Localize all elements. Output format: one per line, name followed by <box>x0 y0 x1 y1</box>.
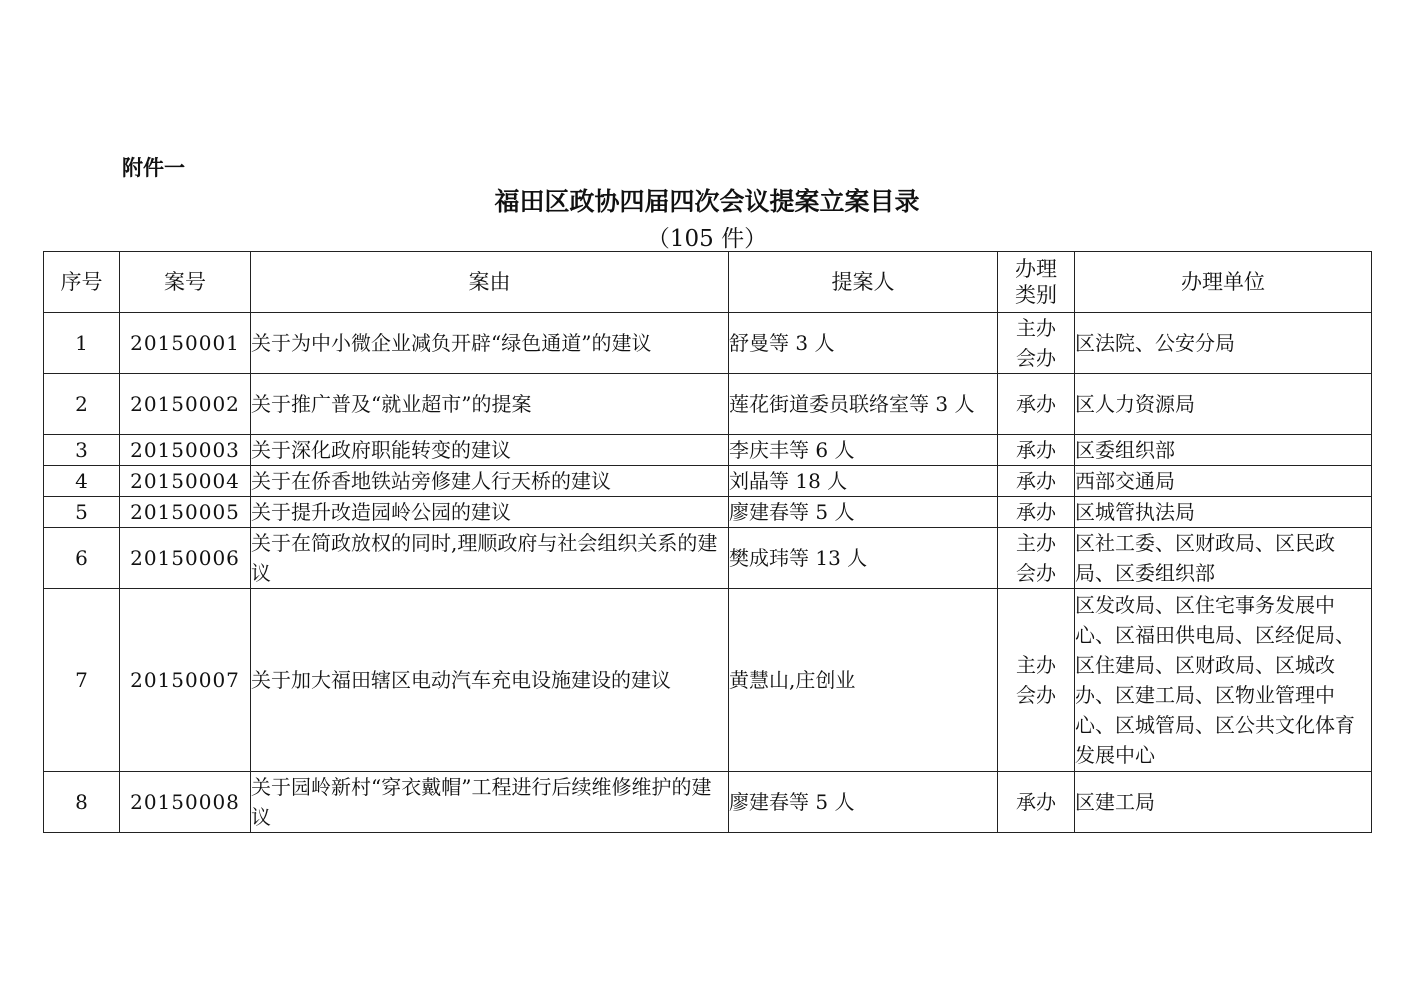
cell-type: 承办 <box>998 497 1075 528</box>
cell-proposer: 廖建春等 5 人 <box>729 772 998 833</box>
cell-no: 7 <box>44 589 120 772</box>
cell-proposer: 舒曼等 3 人 <box>729 313 998 374</box>
cell-units: 区法院、公安分局 <box>1075 313 1372 374</box>
header-no: 序号 <box>44 252 120 313</box>
cell-case-no: 20150002 <box>120 374 251 435</box>
header-units: 办理单位 <box>1075 252 1372 313</box>
cell-case-no: 20150008 <box>120 772 251 833</box>
cell-units: 区发改局、区住宅事务发展中心、区福田供电局、区经促局、区住建局、区财政局、区城改办、区建工局、区物业管理中心、区城管局、区公共文化体育发展中心 <box>1075 589 1372 772</box>
header-type: 办理类别 <box>998 252 1075 313</box>
cell-no: 4 <box>44 466 120 497</box>
cell-type: 承办 <box>998 466 1075 497</box>
header-proposer: 提案人 <box>729 252 998 313</box>
cell-proposer: 樊成玮等 13 人 <box>729 528 998 589</box>
header-subject: 案由 <box>251 252 729 313</box>
cell-subject: 关于在侨香地铁站旁修建人行天桥的建议 <box>251 466 729 497</box>
cell-type: 主办会办 <box>998 313 1075 374</box>
cell-units: 区社工委、区财政局、区民政局、区委组织部 <box>1075 528 1372 589</box>
cell-no: 3 <box>44 435 120 466</box>
cell-type: 承办 <box>998 374 1075 435</box>
cell-no: 8 <box>44 772 120 833</box>
table-row <box>44 466 1372 497</box>
attachment-label: 附件一 <box>122 156 185 180</box>
cell-subject: 关于在简政放权的同时,理顺政府与社会组织关系的建议 <box>251 528 729 589</box>
document-title: 福田区政协四届四次会议提案立案目录 <box>494 187 920 216</box>
table-row <box>44 589 1372 772</box>
cell-proposer: 李庆丰等 6 人 <box>729 435 998 466</box>
cell-type: 承办 <box>998 435 1075 466</box>
cell-subject: 关于深化政府职能转变的建议 <box>251 435 729 466</box>
cell-no: 1 <box>44 313 120 374</box>
cell-case-no: 20150006 <box>120 528 251 589</box>
table-row <box>44 435 1372 466</box>
cell-units: 区委组织部 <box>1075 435 1372 466</box>
cell-proposer: 廖建春等 5 人 <box>729 497 998 528</box>
cell-no: 6 <box>44 528 120 589</box>
cell-subject: 关于为中小微企业减负开辟“绿色通道”的建议 <box>251 313 729 374</box>
cell-subject: 关于加大福田辖区电动汽车充电设施建设的建议 <box>251 589 729 772</box>
cell-subject: 关于推广普及“就业超市”的提案 <box>251 374 729 435</box>
cell-case-no: 20150005 <box>120 497 251 528</box>
table-row <box>44 772 1372 833</box>
cell-proposer: 莲花街道委员联络室等 3 人 <box>729 374 998 435</box>
cell-subject: 关于园岭新村“穿衣戴帽”工程进行后续维修维护的建议 <box>251 772 729 833</box>
cell-type: 主办会办 <box>998 528 1075 589</box>
header-case-no: 案号 <box>120 252 251 313</box>
cell-no: 2 <box>44 374 120 435</box>
cell-proposer: 刘晶等 18 人 <box>729 466 998 497</box>
proposal-table <box>43 251 1372 833</box>
cell-proposer: 黄慧山,庄创业 <box>729 589 998 772</box>
table-row <box>44 528 1372 589</box>
cell-no: 5 <box>44 497 120 528</box>
cell-units: 区城管执法局 <box>1075 497 1372 528</box>
cell-units: 西部交通局 <box>1075 466 1372 497</box>
cell-type: 主办会办 <box>998 589 1075 772</box>
cell-subject: 关于提升改造园岭公园的建议 <box>251 497 729 528</box>
cell-case-no: 20150007 <box>120 589 251 772</box>
cell-units: 区人力资源局 <box>1075 374 1372 435</box>
table-row <box>44 497 1372 528</box>
table-row <box>44 374 1372 435</box>
cell-case-no: 20150003 <box>120 435 251 466</box>
cell-case-no: 20150004 <box>120 466 251 497</box>
cell-type: 承办 <box>998 772 1075 833</box>
cell-units: 区建工局 <box>1075 772 1372 833</box>
cell-case-no: 20150001 <box>120 313 251 374</box>
table-row <box>44 313 1372 374</box>
document-subtitle: （105 件） <box>646 226 768 252</box>
